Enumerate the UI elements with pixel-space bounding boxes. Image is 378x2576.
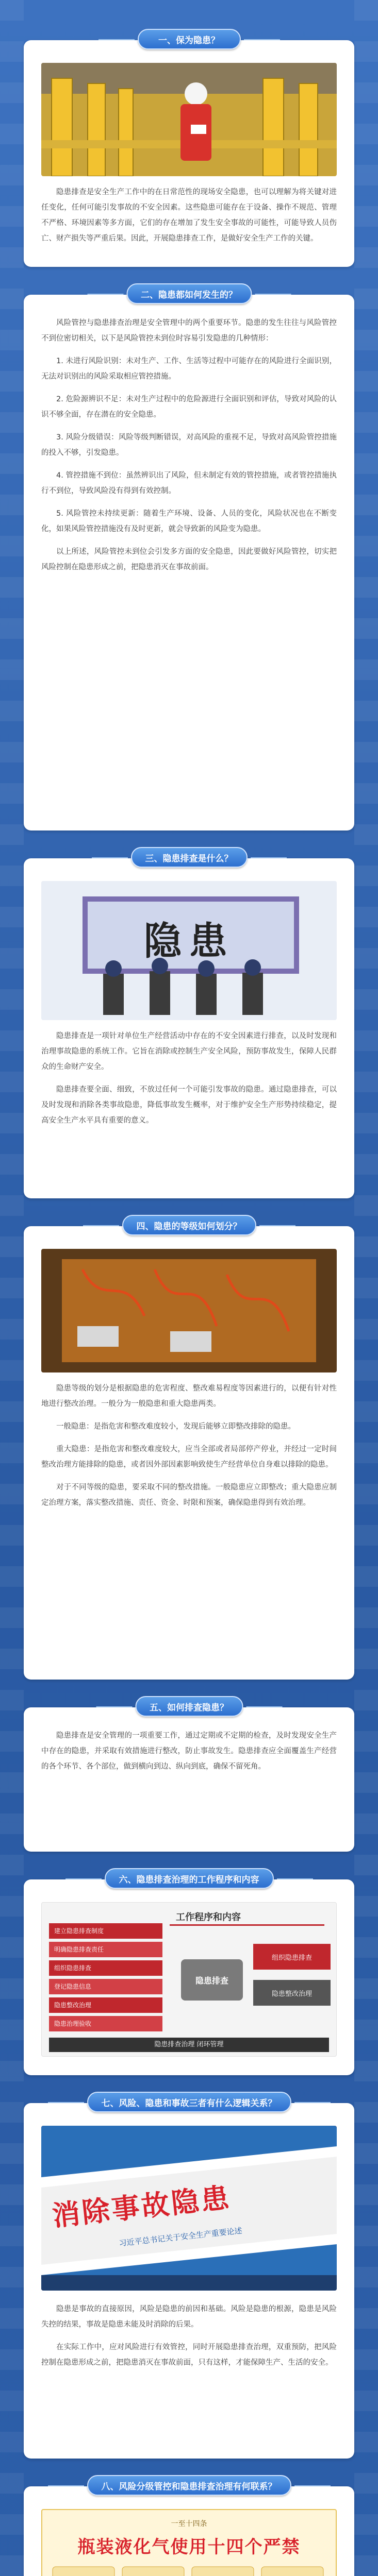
diagram-step: 建立隐患排查制度 (49, 1923, 162, 1939)
section-2-paragraph: 风险管控与隐患排查治理是安全管理中的两个重要环节。隐患的发生往往与风险管控不到位密切相关，以下是风险管控未到位时容易引发隐患的几种情形： (41, 319, 337, 343)
section-7-paragraph: 隐患是事故的直接原因，风险是隐患的前因和基础。风险是隐患的根源，隐患是风险失控的结果，事故是隐患未能及时消除的后果。 (41, 2305, 337, 2329)
section-3-title: 三、隐患排查是什么？ (131, 847, 248, 868)
banner-subtitle: 习近平总书记关于安全生产重要论述 (118, 2226, 243, 2248)
section-1-title: 一、保为隐患？ (138, 29, 241, 49)
side-decoration-right (354, 0, 378, 2576)
section-4-card (24, 1221, 354, 1680)
poster-heading: 瓶装液化气使用十四个严禁 (77, 2537, 301, 2557)
section-3-card (24, 853, 354, 1198)
section-1-paragraph: 隐患排查是安全生产工作中的在日常范性的现场安全隐患，也可以理解为将关键对进任变化，任何可能引发事故的不安全因素。这些隐患可能存在于设备、操作不规范、管理不严格、环境因素等多方面，它们的存在增加了发生安全事故的可能性，可能导致人员伤亡、财产损失等严重后果。因此，开展隐患排查工作，是做好安全生产工作的关键。 (41, 188, 337, 243)
section-1-photo (41, 63, 337, 176)
section-1-card (24, 35, 354, 267)
section-2-paragraph: 1. 未进行风险识别：未对生产、工作、生活等过程中可能存在的风险进行全面识别，无法对识别出的风险采取相应管控措施。 (41, 357, 337, 381)
section-5-paragraph: 隐患排查是安全管理的一项重要工作，通过定期或不定期的检查，及时发现安全生产中存在的隐患，并采取有效措施进行整改，防止事故发生。隐患排查应全面覆盖生产经营的各个环节、各个部位，做到横向到边、纵向到底，确保不留死角。 (41, 1732, 337, 1771)
section-4-paragraph: 一般隐患：是指危害和整改难度较小，发现后能够立即整改排除的隐患。 (56, 1422, 295, 1431)
section-5-card (24, 1702, 354, 1852)
diagram-header: 工作程序和内容 (176, 1912, 241, 1923)
section-4-paragraph: 重大隐患：是指危害和整改难度较大，应当全部或者局部停产停业，并经过一定时间整改治理方能排除的隐患，或者因外部因素影响致使生产经营单位自身难以排除的隐患。 (41, 1445, 337, 1469)
section-2-paragraph: 以上所述，风险管控未到位会引发多方面的安全隐患，因此要做好风险管控，切实把风险控制在隐患形成之前，把隐患消灭在事故前面。 (41, 548, 337, 571)
section-8-poster (41, 2509, 337, 2576)
section-2-paragraph: 2. 危险源辨识不足：未对生产过程中的危险源进行全面识别和评估，导致对风险的认识不够全面，存在潜在的安全隐患。 (41, 395, 337, 419)
section-3-paragraph: 隐患排查要全面、细致，不放过任何一个可能引发事故的隐患。通过隐患排查，可以及时发现和消除各类事故隐患，降低事故发生概率，对于维护安全生产形势持续稳定，提高安全生产水平具有重要的意义。 (41, 1086, 337, 1125)
section-4-paragraph: 对于不同等级的隐患，要采取不同的整改措施。一般隐患应立即整改；重大隐患应制定治理方案，落实整改措施、责任、资金、时限和预案，确保隐患得到有效治理。 (41, 1483, 337, 1507)
diagram-step: 组织隐患排查 (49, 1960, 162, 1976)
section-6-title: 六、隐患排查治理的工作程序和内容 (105, 1868, 274, 1889)
diagram-step: 隐患治理验收 (49, 2016, 162, 2031)
section-4-photo (41, 1249, 337, 1372)
section-2-card (24, 290, 354, 831)
section-3-photo (41, 881, 337, 1020)
diagram-step: 登记隐患信息 (49, 1979, 162, 1994)
section-2-paragraph: 5. 风险管控未持续更新：随着生产环境、设备、人员的变化，风险状况也在不断变化，如果风险管控措施没有及时更新，就会导致新的风险变为隐患。 (41, 510, 337, 533)
diagram-center-node: 隐患排查 (181, 1959, 243, 2001)
section-8-card (24, 2481, 354, 2576)
eliminate-hazard-banner-text: 消除事故隐患 (51, 2181, 233, 2232)
section-7-photo (41, 2126, 337, 2291)
section-8-title: 八、风险分级管控和隐患排查治理有何联系？ (87, 2475, 291, 2496)
section-7-title: 七、风险、隐患和事故三者有什么逻辑关系？ (87, 2092, 291, 2112)
section-7-paragraph: 在实际工作中，应对风险进行有效管控，同时开展隐患排查治理，双重预防，把风险控制在隐患形成之前，把隐患消灭在事故前面，只有这样，才能保障生产、生活的安全。 (41, 2343, 337, 2367)
diagram-step: 隐患整改治理 (49, 1997, 162, 2013)
section-4-title: 四、隐患的等级如何划分？ (122, 1215, 256, 1235)
diagram-right-top-node: 组织隐患排查 (253, 1944, 331, 1970)
diagram-step: 明确隐患排查责任 (49, 1942, 162, 1957)
section-3-paragraph: 隐患排查是一项针对单位生产经营活动中存在的不安全因素进行排查，以及时发现和治理事故隐患的系统工作。它旨在消除或控制生产安全风险，预防事故发生，保障人民群众的生命财产安全。 (41, 1032, 337, 1071)
section-4-paragraph: 隐患等级的划分是根据隐患的危害程度、整改难易程度等因素进行的，以便有针对性地进行整改治理。一般分为一般隐患和重大隐患两类。 (41, 1384, 337, 1408)
diagram-footer: 隐患排查治理 闭环管理 (49, 2038, 329, 2052)
section-5-title: 五、如何排查隐患？ (135, 1696, 243, 1717)
section-6-diagram (41, 1902, 337, 2057)
section-6-card (24, 1874, 354, 2075)
side-decoration-left (0, 0, 24, 2576)
poster-top-text: 一至十四条 (171, 2520, 207, 2528)
section-2-paragraph: 3. 风险分级错误：风险等级判断错误，对高风险的重视不足，导致对高风险管控措施的投入不够，引发隐患。 (41, 433, 337, 457)
diagram-right-bottom-node: 隐患整改治理 (253, 1980, 331, 2006)
section-2-title: 二、隐患都如何发生的？ (126, 283, 252, 304)
section-2-paragraph: 4. 管控措施不到位：虽然辨识出了风险，但未制定有效的管控措施，或者管控措施执行不到位，导致风险没有得到有效控制。 (41, 471, 337, 495)
hidden-danger-sign-text: 隐患 (143, 919, 235, 963)
section-7-card (24, 2098, 354, 2459)
diagram-step-list (49, 1923, 162, 2035)
